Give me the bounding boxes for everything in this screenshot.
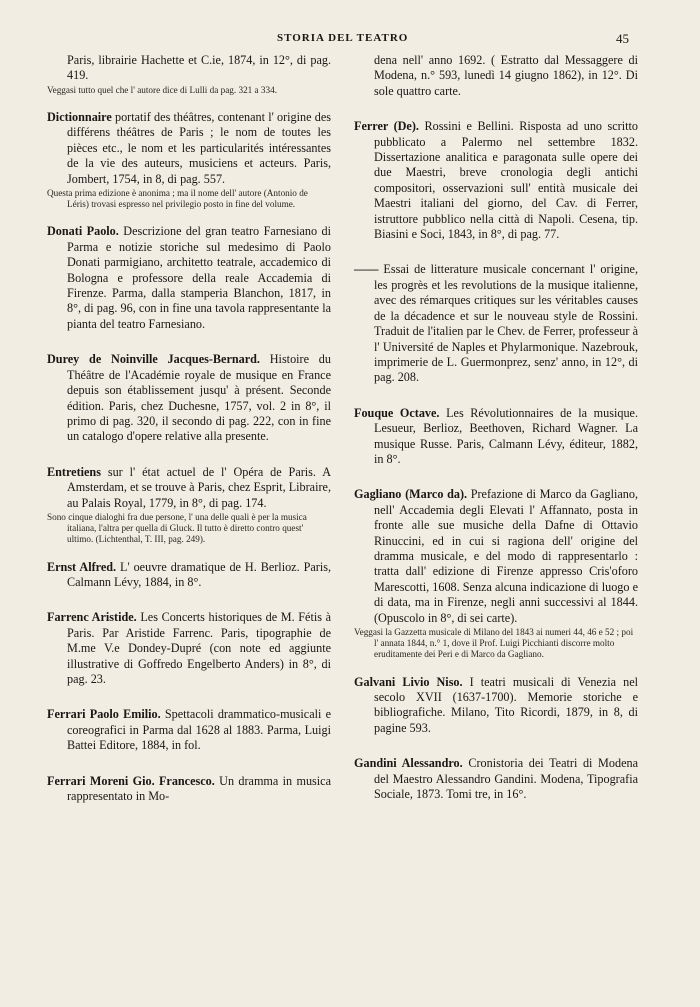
- entry-text: Les Révolutionnaires de la musique. Lesueur, Berlioz, Beethoven, Richard Wagner. La musique Russe. Paris, Calmann Lévy, éditeur, 1882, in 8°.: [374, 405, 638, 466]
- entry-heading: Fouque Octave.: [354, 405, 440, 420]
- bibliography-entry: [47, 560, 331, 591]
- left-column: [47, 53, 331, 804]
- entry-text: Essai de litterature musicale concernant l' origine, les progrès et les revolutions de la musique italienne, avec des rémarques critiques sur les véritables causes de la décadence et sur le nouveau style de Rossini. Traduit de l'italien par le Chev. de Ferrer, professeur à l' Université de Naples et Phylarmonique. Nazebrouk, imprimerie de L. Guermonprez, senz' anno, in 12°, di pag. 208.: [374, 262, 638, 385]
- bibliography-entry: [47, 465, 331, 511]
- page-number: 45: [616, 31, 629, 46]
- entry-heading: Gandini Alessandro.: [354, 756, 463, 771]
- entry-text: Les Concerts historiques de M. Fétis à Paris. Par Aristide Farrenc. Paris, tipographie de M.me V.e Dondey-Dupré (con note ed aggiunte illustrative di Goffredo Engelberto Anders) in 8°, di pag. 23.: [67, 610, 331, 686]
- bibliography-entry: [354, 406, 638, 468]
- bibliography-entry: [47, 707, 331, 753]
- bibliography-entry: [354, 262, 638, 385]
- entry-text: Spettacoli drammatico-musicali e coreografici in Parma dal 1628 al 1883. Parma, Luigi Battei Editore, 1884, in fol.: [67, 707, 331, 753]
- running-head: [0, 32, 700, 50]
- right-column: [354, 53, 638, 802]
- bibliography-entry: [47, 610, 331, 687]
- entry-heading: Durey de Noinville Jacques-Bernard.: [47, 352, 260, 367]
- footnote: Questa prima edizione è anonima ; ma il nome dell' autore (Antonio de Léris) trovasi espresso nel privilegio posto in fine del volume.: [47, 188, 308, 210]
- entry-text: Descrizione del gran teatro Farnesiano di Parma e notizie storiche sul medesimo di Paolo Donati parmigiano, architetto teatrale, accademico di Bologna e professore della reale Accademia di Firenze. Parma, dalla stamperia Blanchon, 1817, in 8°, di pag. 96, con in fine una tavola rappresentante la pianta del teatro Farnesiano.: [67, 224, 331, 331]
- entry-text: Prefazione di Marco da Gagliano, nell' Accademia degli Elevati l' Affannato, posta in fronte alle sue musiche della Dafne di Ottavio Rinuccini, ed in cui si ragiona dell' origine del dramma musicale, e del modo di rappresentarlo : tratta dall' edizione di Firenze appresso Cris'oforo Marescotti, 1608. Senza alcuna indicazione di luogo e di data, ma in Firenze, negli anni successivi al 1844. (Opuscolo in 8°, di sei carte).: [374, 487, 638, 625]
- bibliography-entry: [354, 675, 638, 737]
- bibliography-entry: [354, 119, 638, 242]
- entry-heading: Entretiens: [47, 464, 101, 479]
- ditto-dash: ——: [354, 262, 379, 277]
- footnote: Veggasi tutto quel che l' autore dice di Lulli da pag. 321 a 334.: [47, 84, 278, 95]
- bibliography-entry: [47, 110, 331, 187]
- entry-heading: Gagliano (Marco da).: [354, 487, 468, 502]
- bibliography-entry: [354, 756, 638, 802]
- entry-heading: Ferrari Moreni Gio. Francesco.: [47, 773, 215, 788]
- entry-text: Un dramma in musica rappresentato in Mo-: [67, 773, 331, 804]
- entry-text: portatif des théâtres, contenant l' origine des différens théâtres de Paris ; le nom de toutes les pièces etc., le nom et les particularités intéressantes de la vie des auteurs, musiciens et acteurs. Paris, Jombert, 1754, in 8, di pag. 557.: [67, 110, 331, 186]
- running-title: STORIA DEL TEATRO: [277, 32, 409, 44]
- entry-heading: Donati Paolo.: [47, 224, 119, 239]
- footnote: Veggasi la Gazzetta musicale di Milano del 1843 ai numeri 44, 46 e 52 ; poi l' annata 1844, n.° 1, dove il Prof. Luigi Picchianti discorre molto eruditamente dei Peri e di Marco da Gagliano.: [354, 627, 634, 660]
- entry-text: L' oeuvre dramatique de H. Berlioz. Paris, Calmann Lévy, 1884, in 8°.: [67, 559, 331, 589]
- entry-heading: Ferrari Paolo Emilio.: [47, 707, 161, 722]
- entry-heading: Dictionnaire: [47, 110, 112, 125]
- entry-heading: Ferrer (De).: [354, 119, 419, 134]
- entry-heading: Ernst Alfred.: [47, 559, 117, 574]
- entry-text: sur l' état actuel de l' Opéra de Paris. A Amsterdam, et se trouve à Paris, chez Esprit, Libraire, au Palais Royal, 1779, in 8°, di pag. 174.: [67, 464, 331, 510]
- bibliography-entry-continued: Paris, librairie Hachette et C.ie, 1874, in 12°, di pag. 419.: [67, 53, 331, 83]
- entry-text: Rossini e Bellini. Risposta ad uno scritto pubblicato a Palermo nel settembre 1832. Dissertazione analitica e paragonata sulle opere dei due Maestri, breve cronologia degli antichi compositori, osservazioni sull' entità musicale dei Maestri italiani del giorno, del Cav. di Ferrer, istruttore pubblico nella città di Napoli. Cesena, tip. Biasini e Soci, 1843, in 8°, di pag. 77.: [374, 119, 638, 242]
- bibliography-entry: [47, 224, 331, 332]
- entry-text: I teatri musicali di Venezia nel secolo XVII (1637-1700). Memorie storiche e bibliografiche. Milano, Tito Ricordi, 1879, in 8, di pagine 593.: [374, 674, 638, 735]
- bibliography-entry-continued: dena nell' anno 1692. ( Estratto dal Messaggere di Modena, n.° 593, lunedì 14 giugno 1862), in 12°. Di sole quattro carte.: [374, 53, 638, 98]
- bibliography-entry: [47, 774, 331, 805]
- entry-heading: Galvani Livio Niso.: [354, 674, 463, 689]
- entry-text: Histoire du Théâtre de l'Académie royale de musique en France depuis son établissement jusqu' à présent. Seconde édition. Paris, chez Duchesne, 1757, vol. 2 in 8°, il primo di pag. 320, il secondo di pag. 222, con in fine un catalogo d'opere relative alla presente.: [67, 352, 331, 444]
- bibliography-entry: [354, 487, 638, 626]
- entry-text: Cronistoria dei Teatri di Modena del Maestro Alessandro Gandini. Modena, Tipografia Sociale, 1873. Tomi tre, in 16°.: [374, 756, 638, 802]
- entry-heading: Farrenc Aristide.: [47, 610, 137, 625]
- footnote: Sono cinque dialoghi fra due persone, l' una delle quali è per la musica italiana, l'altra per quella di Gluck. Il tutto è diretto contro quest' ultimo. (Lichtenthal, T. III, pag. 249).: [47, 511, 307, 545]
- bibliography-entry: [47, 352, 331, 444]
